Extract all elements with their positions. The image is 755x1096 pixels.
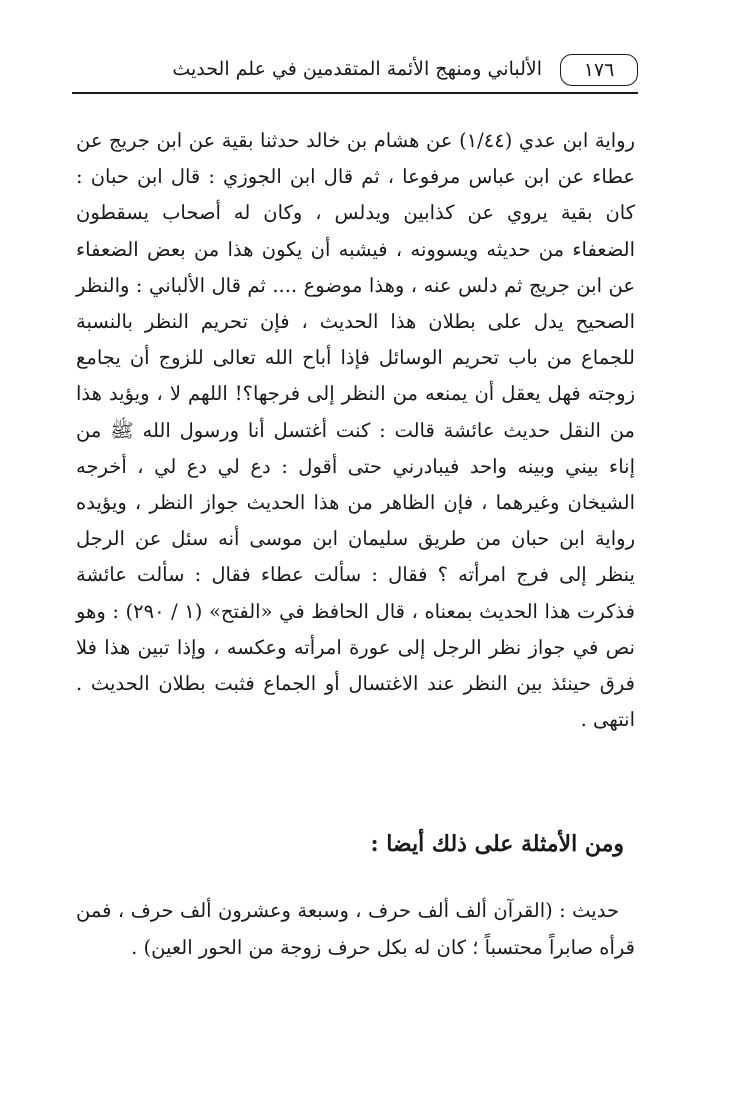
running-title: الألباني ومنهج الأئمة المتقدمين في علم الحديث: [172, 58, 542, 80]
hadith-paragraph: حديث : (القرآن ألف ألف حرف ، وسبعة وعشرون ألف حرف ، فمن قرأه صابراً محتسباً ؛ كان له بكل حرف زوجة من الحور العين) .: [76, 899, 635, 959]
body-paragraph-block: [76, 123, 635, 738]
body-paragraph: رواية ابن عدي (١/٤٤) عن هشام بن خالد حدثنا بقية عن ابن جريج عن عطاء عن ابن عباس مرفوعا ، ثم قال ابن الجوزي : قال ابن حبان : كان بقية يروي عن كذابين ويدلس ، وكان له أصحاب يسقطون الضعفاء من حديثه ويسوونه ، فيشبه أن يكون هذا من بعض الضعفاء عن ابن جريج ثم دلس عنه ، وهذا موضوع .... ثم قال الألباني : والنظر الصحيح يدل على بطلان هذا الحديث ، فإن تحريم النظر بالنسبة للجماع من باب تحريم الوسائل فإذا أباح الله تعالى للزوج أن يجامع زوجته فهل يعقل أن يمنعه من النظر إلى فرجها؟! اللهم لا ، ويؤيد هذا من النقل حديث عائشة قالت : كنت أغتسل أنا ورسول الله ﷺ من إناء بيني وبينه واحد فيبادرني حتى أقول : دع لي دع لي ، أخرجه الشيخان وغيرهما ، فإن الظاهر من هذا الحديث جواز النظر ، ويؤيده رواية ابن حبان من طريق سليمان ابن موسى أنه سئل عن الرجل ينظر إلى فرج امرأته ؟ فقال : سألت عطاء فقال : سألت عائشة فذكرت هذا الحديث بمعناه ، قال الحافظ في «الفتح» (١ / ٢٩٠) : وهو نص في جواز نظر الرجل إلى عورة امرأته وعكسه ، وإذا تبين هذا فلا فرق حينئذ بين النظر عند الاغتسال أو الجماع فثبت بطلان الحديث . انتهى .: [76, 129, 635, 732]
page-header: [72, 48, 638, 94]
section-heading: ومن الأمثلة على ذلك أيضا :: [370, 831, 624, 857]
page-number: ١٧٦: [560, 54, 638, 86]
header-rule: [72, 92, 638, 94]
hadith-paragraph-block: [76, 892, 635, 966]
